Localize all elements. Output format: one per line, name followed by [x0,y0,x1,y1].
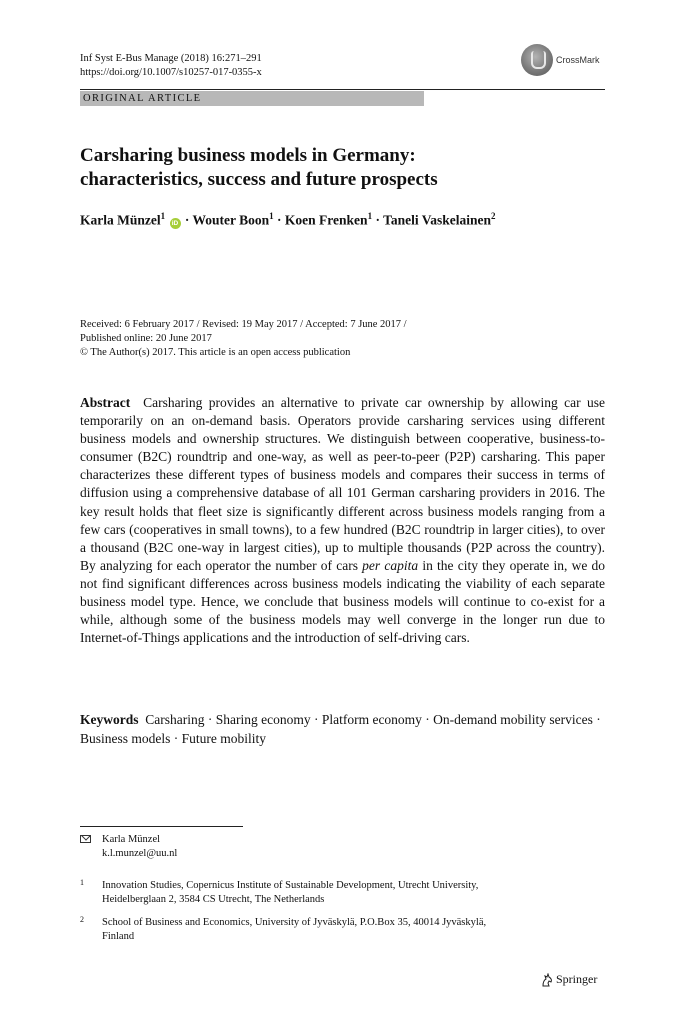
author-affil-marker: 2 [491,211,496,221]
abstract-text-continued: in the city they operate in, we do not find significant differences across business models indicating the viability of each separate business model type. Hence, we conclude that business models will continue to co-exist for a while, although some of the business models may well converge in the longer run due to Internet-of-Things applications and the introduction of self-driving cars. [80,557,606,646]
keywords-text: Carsharing · Sharing economy · Platform economy · On-demand mobility services · Business models · Future mobility [80,712,601,746]
affiliation-line: Finland [102,931,135,942]
author-affil-marker: 1 [269,211,274,221]
doi-link[interactable]: https://doi.org/10.1007/s10257-017-0355-x [80,67,262,78]
journal-meta [80,52,262,80]
affiliation-2 [80,916,580,944]
abstract-italic: per capita [362,557,419,573]
article-type-banner: ORIGINAL ARTICLE [80,91,424,106]
author-name[interactable]: Karla Münzel [80,212,161,228]
keywords-heading: Keywords [80,712,139,727]
abstract-heading: Abstract [80,395,131,410]
publisher-logo [540,972,597,987]
corresp-email[interactable]: k.l.munzel@uu.nl [102,848,178,859]
springer-horse-icon [540,973,553,987]
author-separator: · [184,212,193,228]
author-affil-marker: 1 [160,211,166,221]
crossmark-icon [521,44,553,76]
author-name[interactable]: Taneli Vaskelainen [383,212,491,228]
orcid-icon[interactable]: iD [170,218,181,229]
author-name[interactable]: Wouter Boon [192,212,270,228]
affiliation-line: Heidelberglaan 2, 3584 CS Utrecht, The Netherlands [102,894,325,905]
header-rule [80,89,605,90]
affiliation-number: 1 [80,878,84,887]
crossmark-label: CrossMark [556,55,600,65]
history-dates: Received: 6 February 2017 / Revised: 19 May 2017 / Accepted: 7 June 2017 / [80,319,407,330]
author-affil-marker: 1 [367,211,373,221]
author-list [80,211,496,229]
author-separator: · [375,212,384,228]
footnote-rule [80,826,243,827]
journal-citation: Inf Syst E-Bus Manage (2018) 16:271–291 [80,53,262,64]
abstract-text: Carsharing provides an alternative to private car ownership by allowing car use temporarily on an on-demand basis. Operators provide carsharing services using different business models and ownership structures. We distinguish between cooperative, business-to-consumer (B2C) roundtrip and one-way, as well as peer-to-peer (P2P) carsharing. This paper characterizes these different types of business models and compares their success in terms of diffusion using a comprehensive database of all 101 German carsharing providers in 2016. The key result holds that fleet size is significantly different across business models ranging from a few cars (cooperatives in small towns), to a few hundred (B2C roundtrip in larger cities), to over a thousand (B2C one-way in largest cities), up to multiple thousands (P2P across the country). By analyzing for each operator the number of cars [80,395,606,573]
article-title [80,144,610,192]
author-separator: · [277,212,285,228]
author-name[interactable]: Koen Frenken [284,212,368,228]
affiliation-1 [80,879,580,907]
corresponding-author [80,833,177,861]
envelope-icon [80,835,91,843]
title-line-1: Carsharing business models in Germany: [80,145,416,166]
copyright-notice: © The Author(s) 2017. This article is an open access publication [80,347,351,358]
affiliation-line: School of Business and Economics, University of Jyväskylä, P.O.Box 35, 40014 Jyväskylä, [102,917,487,928]
published-date: Published online: 20 June 2017 [80,333,212,344]
publisher-name: Springer [556,972,598,986]
abstract [80,394,605,647]
keywords [80,711,605,748]
affiliation-line: Innovation Studies, Copernicus Institute of Sustainable Development, Utrecht University, [102,880,479,891]
affiliation-number: 2 [80,915,84,924]
crossmark-badge[interactable] [521,44,600,76]
corresp-name: Karla Münzel [102,834,161,845]
title-line-2: characteristics, success and future prospects [80,169,438,190]
article-dates [80,318,407,360]
